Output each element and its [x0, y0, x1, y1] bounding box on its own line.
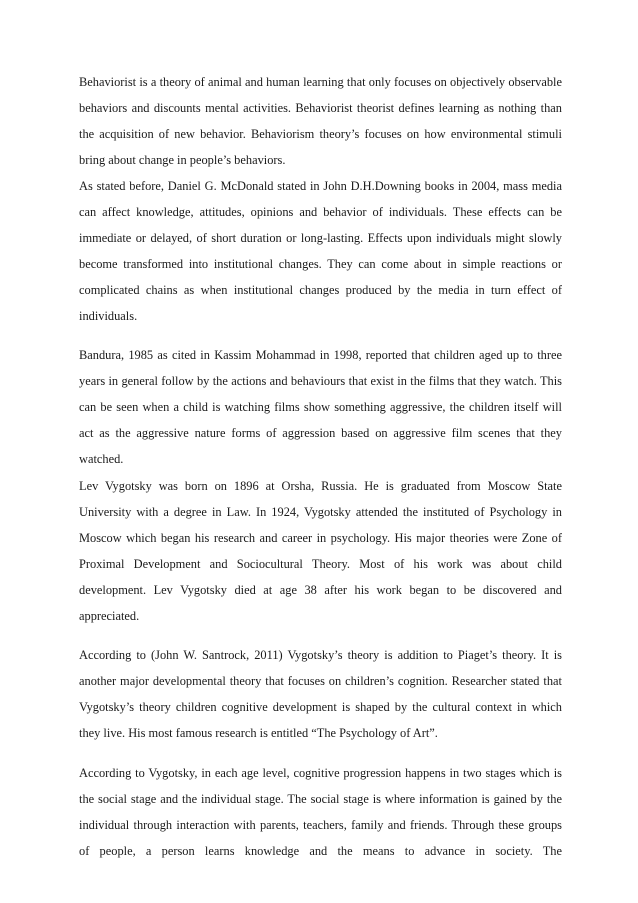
paragraph-santrock: According to (John W. Santrock, 2011) Vygotsky’s theory is addition to Piaget’s theory. It is another major developmental theory that focuses on children’s cognition. Researcher stated that Vygotsky’s theory children cognitive development is shaped by the cultural context in which they live. His most famous research is entitled “The Psychology of Art”. [79, 648, 562, 740]
paragraph-mcdonald: As stated before, Daniel G. McDonald stated in John D.H.Downing books in 2004, mass media can affect knowledge, attitudes, opinions and behavior of individuals. These effects can be immediate or delayed, of short duration or long-lasting. Effects upon individuals might slowly become transformed into institutional changes. They can come about in simple reactions or complicated chains as when institutional changes produced by the media in turn effect of individuals. [79, 179, 562, 323]
paragraph-behaviorist: Behaviorist is a theory of animal and human learning that only focuses on objectively observable behaviors and discounts mental activities. Behaviorist theorist defines learning as nothing than the acquisition of new behavior. Behaviorism theory’s focuses on how environmental stimuli bring about change in people’s behaviors. [79, 75, 562, 167]
paragraph-stages: According to Vygotsky, in each age level, cognitive progression happens in two stages which is the social stage and the individual stage. The social stage is where information is gained by the individual through interaction with parents, teachers, family and friends. Through these groups of people, a person learns knowledge and the means to advance in society. The [79, 766, 562, 858]
paragraph-bandura: Bandura, 1985 as cited in Kassim Mohammad in 1998, reported that children aged up to three years in general follow by the actions and behaviours that exist in the films that they watch. This can be seen when a child is watching films show something aggressive, the children itself will act as the aggressive nature forms of aggression based on aggressive film scenes that they watched. [79, 348, 562, 466]
paragraph-vygotsky-bio: Lev Vygotsky was born on 1896 at Orsha, Russia. He is graduated from Moscow State University with a degree in Law. In 1924, Vygotsky attended the instituted of Psychology in Moscow which began his research and career in psychology. His major theories were Zone of Proximal Development and Sociocultural Theory. Most of his work was about child development. Lev Vygotsky died at age 38 after his work began to be discovered and appreciated. [79, 479, 562, 623]
